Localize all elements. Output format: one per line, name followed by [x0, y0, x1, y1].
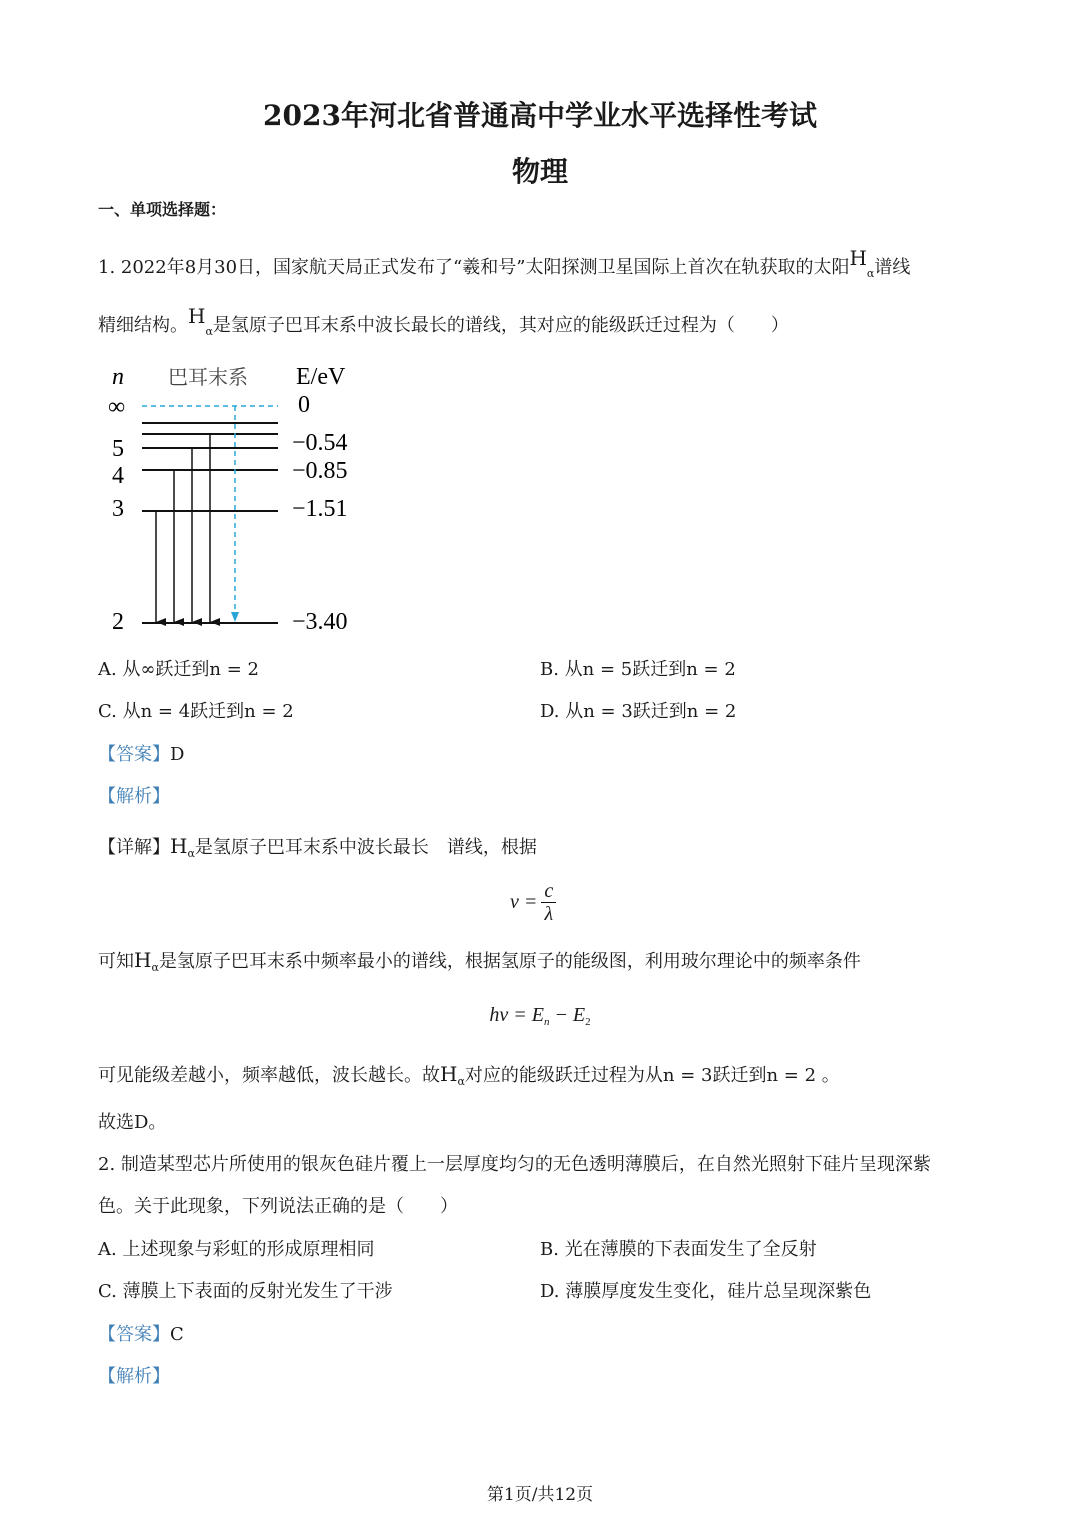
q1-text: 精细结构。: [98, 315, 188, 336]
q2-option-b: B. 光在薄膜的下表面发生了全反射: [540, 1239, 817, 1260]
h-symbol: H: [134, 948, 152, 972]
alpha-subscript: α: [866, 267, 875, 280]
answer-value: C: [170, 1324, 184, 1345]
formula-bohr: [0, 1003, 1080, 1034]
energy-axis-label: E/eV: [296, 364, 346, 390]
answer-tag: 【答案】: [98, 1324, 170, 1345]
detail-text: 是氢原子巴耳末系中波长最长 谱线，根据: [194, 837, 537, 858]
energy-value: −0.54: [292, 430, 348, 456]
alpha-subscript: α: [151, 961, 159, 974]
q2-option-c: C. 薄膜上下表面的反射光发生了干涉: [98, 1281, 393, 1302]
q1-detail2: [98, 948, 861, 980]
series-label: 巴耳末系: [168, 367, 248, 389]
subject-title: 物理: [511, 155, 568, 188]
level-n-label: ∞: [108, 394, 126, 420]
formula-sub: 2: [585, 1016, 591, 1028]
alpha-subscript: α: [457, 1075, 465, 1088]
q1-answer: [98, 743, 184, 767]
energy-value: −0.85: [292, 458, 348, 484]
q1-text: 1. 2022年8月30日，国家航天局正式发布了“羲和号”太阳探测卫星国际上首次在轨获取的太阳: [98, 257, 850, 278]
level-n-label: 4: [112, 463, 124, 489]
formula-sub: n: [543, 1016, 550, 1028]
q2-line2: 色。关于此现象，下列说法正确的是（ ）: [98, 1196, 458, 1217]
fraction: [541, 880, 556, 925]
level-n-label: 3: [112, 496, 124, 522]
alpha-subscript: α: [205, 325, 213, 338]
page-title: 2023年河北省普通高中学业水平选择性考试: [263, 99, 817, 132]
formula-part: − E: [549, 1004, 586, 1026]
energy-value: 0: [298, 392, 310, 418]
formula-frequency: [510, 880, 556, 925]
answer-value: D: [170, 744, 185, 765]
h-symbol: H: [170, 834, 188, 858]
q2-option-a: A. 上述现象与彩虹的形成原理相同: [98, 1239, 375, 1260]
answer-tag: 【答案】: [98, 744, 170, 765]
q1-text: 是氢原子巴耳末系中波长最长的谱线，其对应的能级跃迁过程为（ ）: [212, 315, 789, 336]
q1-detail3: [98, 1062, 840, 1094]
q1-text: 谱线: [874, 257, 911, 278]
q2-line1: 2. 制造某型芯片所使用的银灰色硅片覆上一层厚度均匀的无色透明薄膜后，在自然光照射下硅片呈现深紫: [98, 1154, 931, 1175]
numerator: c: [541, 880, 556, 903]
q1-detail1: [98, 834, 537, 866]
h-symbol: H: [188, 304, 206, 328]
q1-option-a: A. 从∞跃迁到n = 2: [98, 659, 260, 680]
detail-text: 是氢原子巴耳末系中频率最小的谱线，根据氢原子的能级图，利用玻尔理论中的频率条件: [158, 951, 861, 972]
q1-analysis-tag: 【解析】: [98, 786, 170, 807]
section-heading: 一、单项选择题：: [98, 200, 227, 219]
q1-option-b: B. 从n = 5跃迁到n = 2: [540, 659, 736, 680]
q1-option-c: C. 从n = 4跃迁到n = 2: [98, 701, 294, 722]
n-axis-label: n: [112, 364, 124, 390]
q1-option-d: D. 从n = 3跃迁到n = 2: [540, 701, 737, 722]
alpha-subscript: α: [187, 847, 195, 860]
detail-text: 对应的能级跃迁过程为从n = 3跃迁到n = 2 。: [464, 1065, 840, 1086]
q2-option-d: D. 薄膜厚度发生变化，硅片总呈现深紫色: [540, 1281, 872, 1302]
q1-conclusion: 故选D。: [98, 1112, 167, 1133]
h-symbol: H: [440, 1062, 458, 1086]
q2-answer: [98, 1323, 184, 1347]
formula-part: hν = E: [489, 1004, 544, 1026]
h-symbol: H: [849, 246, 867, 270]
q2-analysis-tag: 【解析】: [98, 1366, 170, 1387]
level-n-label: 2: [112, 609, 124, 635]
detail-text: 可见能级差越小，频率越低，波长越长。故: [98, 1065, 440, 1086]
energy-value: −3.40: [292, 609, 348, 635]
detail-text: 可知: [98, 951, 134, 972]
detail-tag: 【详解】: [98, 837, 170, 858]
denominator: λ: [544, 903, 554, 925]
formula-left: ν =: [510, 891, 538, 913]
level-n-label: 5: [112, 436, 124, 462]
page-footer: 第1页/共12页: [486, 1485, 594, 1505]
energy-value: −1.51: [292, 496, 348, 522]
energy-level-diagram: [0, 0, 1080, 660]
